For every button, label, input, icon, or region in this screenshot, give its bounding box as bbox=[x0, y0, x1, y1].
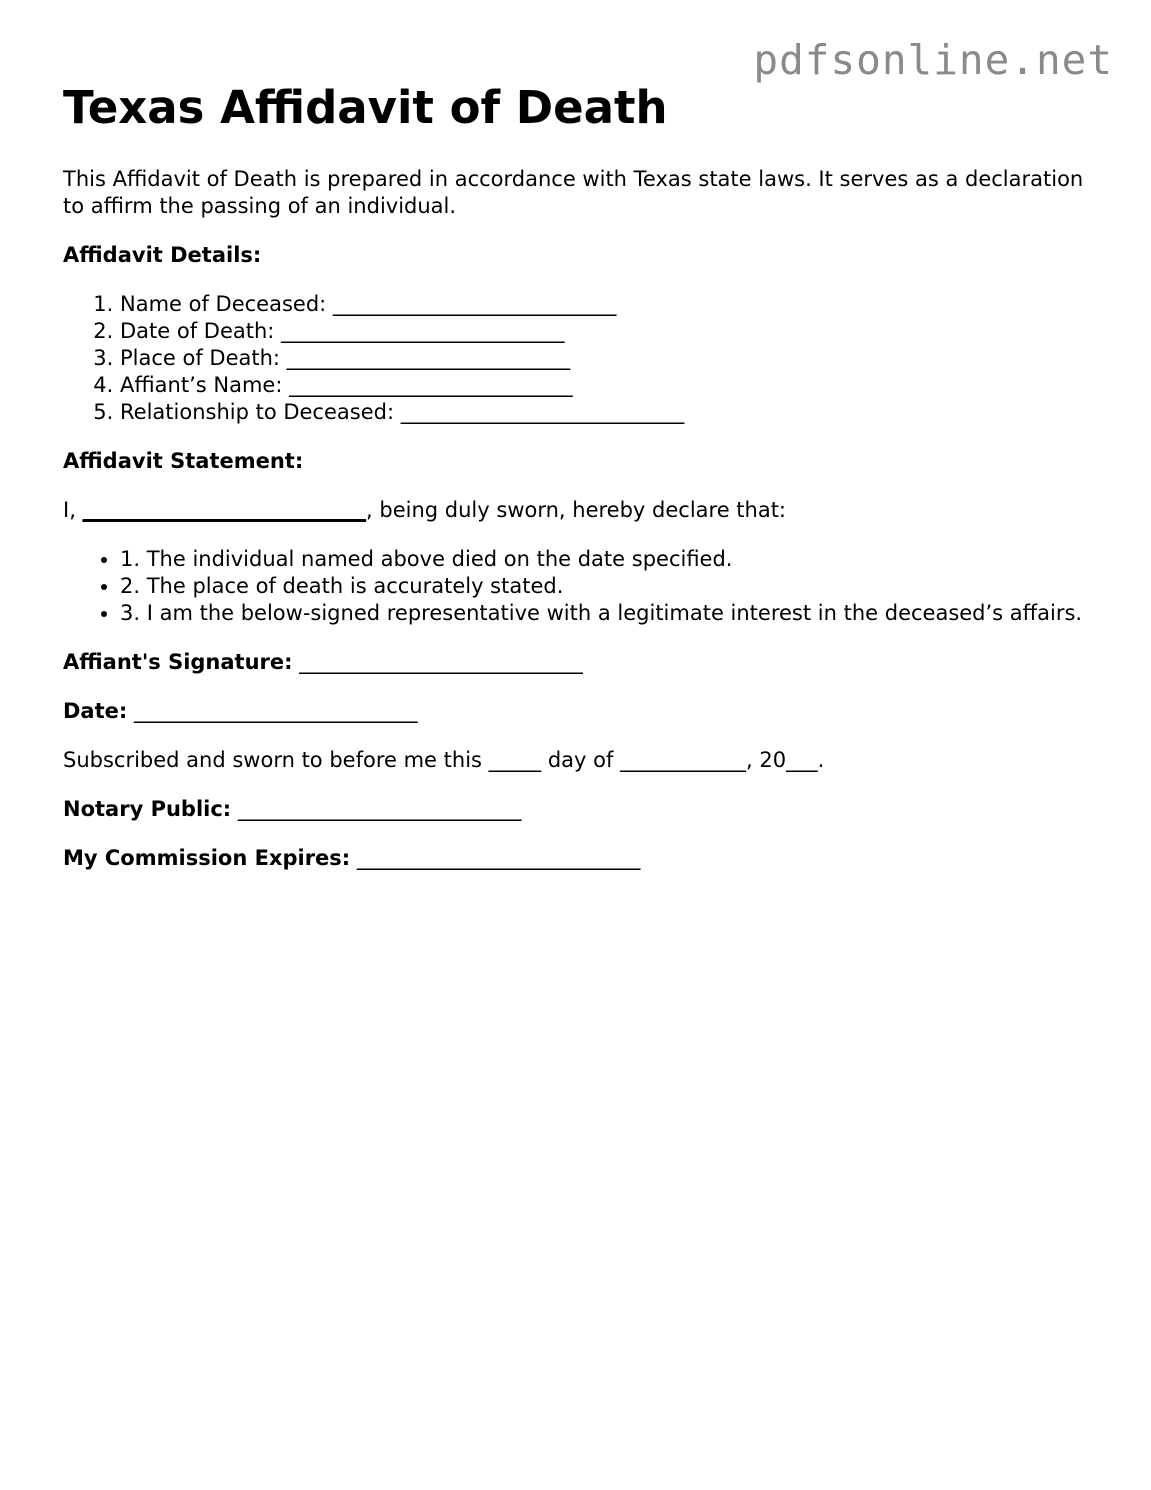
date-line bbox=[63, 698, 1093, 725]
document-body bbox=[63, 166, 1093, 894]
notary-blank: ___________________________ bbox=[231, 797, 522, 821]
detail-item-name-of-deceased: 1. Name of Deceased: ___________________________ bbox=[120, 291, 1093, 318]
detail-item-place-of-death: 3. Place of Death: ___________________________ bbox=[120, 345, 1093, 372]
statement-item-representative: • 3. I am the below-signed representative with a legitimate interest in the deceased’s affairs. bbox=[120, 600, 1093, 627]
statement-item-died: • 1. The individual named above died on the date specified. bbox=[120, 546, 1093, 573]
watermark: pdfsonline.net bbox=[753, 36, 1113, 84]
date-label: Date: bbox=[63, 699, 128, 723]
statement-item-place: • 2. The place of death is accurately stated. bbox=[120, 573, 1093, 600]
detail-item-date-of-death: 2. Date of Death: ___________________________ bbox=[120, 318, 1093, 345]
details-heading: Affidavit Details: bbox=[63, 243, 262, 267]
signature-line bbox=[63, 649, 1093, 676]
date-blank: ___________________________ bbox=[127, 699, 418, 723]
sworn-line: Subscribed and sworn to before me this _____ day of ____________, 20___. bbox=[63, 748, 825, 772]
details-list bbox=[63, 291, 1093, 426]
intro-paragraph: This Affidavit of Death is prepared in accordance with Texas state laws. It serves as a declaration to affirm the passing of an individual. bbox=[63, 167, 1084, 218]
document-title: Texas Affidavit of Death bbox=[63, 81, 668, 134]
commission-blank: ___________________________ bbox=[350, 846, 641, 870]
declaration-blank: ___________________________ bbox=[82, 498, 367, 522]
signature-label: Affiant's Signature: bbox=[63, 650, 293, 674]
declaration-suffix: , being duly sworn, hereby declare that: bbox=[366, 498, 787, 522]
statement-heading: Affidavit Statement: bbox=[63, 449, 304, 473]
commission-label: My Commission Expires: bbox=[63, 846, 351, 870]
commission-line bbox=[63, 845, 1093, 872]
declaration-prefix: I, bbox=[63, 498, 83, 522]
detail-item-relationship: 5. Relationship to Deceased: ___________________________ bbox=[120, 399, 1093, 426]
statement-list bbox=[63, 546, 1093, 627]
notary-line bbox=[63, 796, 1093, 823]
detail-item-affiant-name: 4. Affiant’s Name: ___________________________ bbox=[120, 372, 1093, 399]
signature-blank: ___________________________ bbox=[292, 650, 583, 674]
declaration-line bbox=[63, 497, 1093, 524]
notary-label: Notary Public: bbox=[63, 797, 232, 821]
